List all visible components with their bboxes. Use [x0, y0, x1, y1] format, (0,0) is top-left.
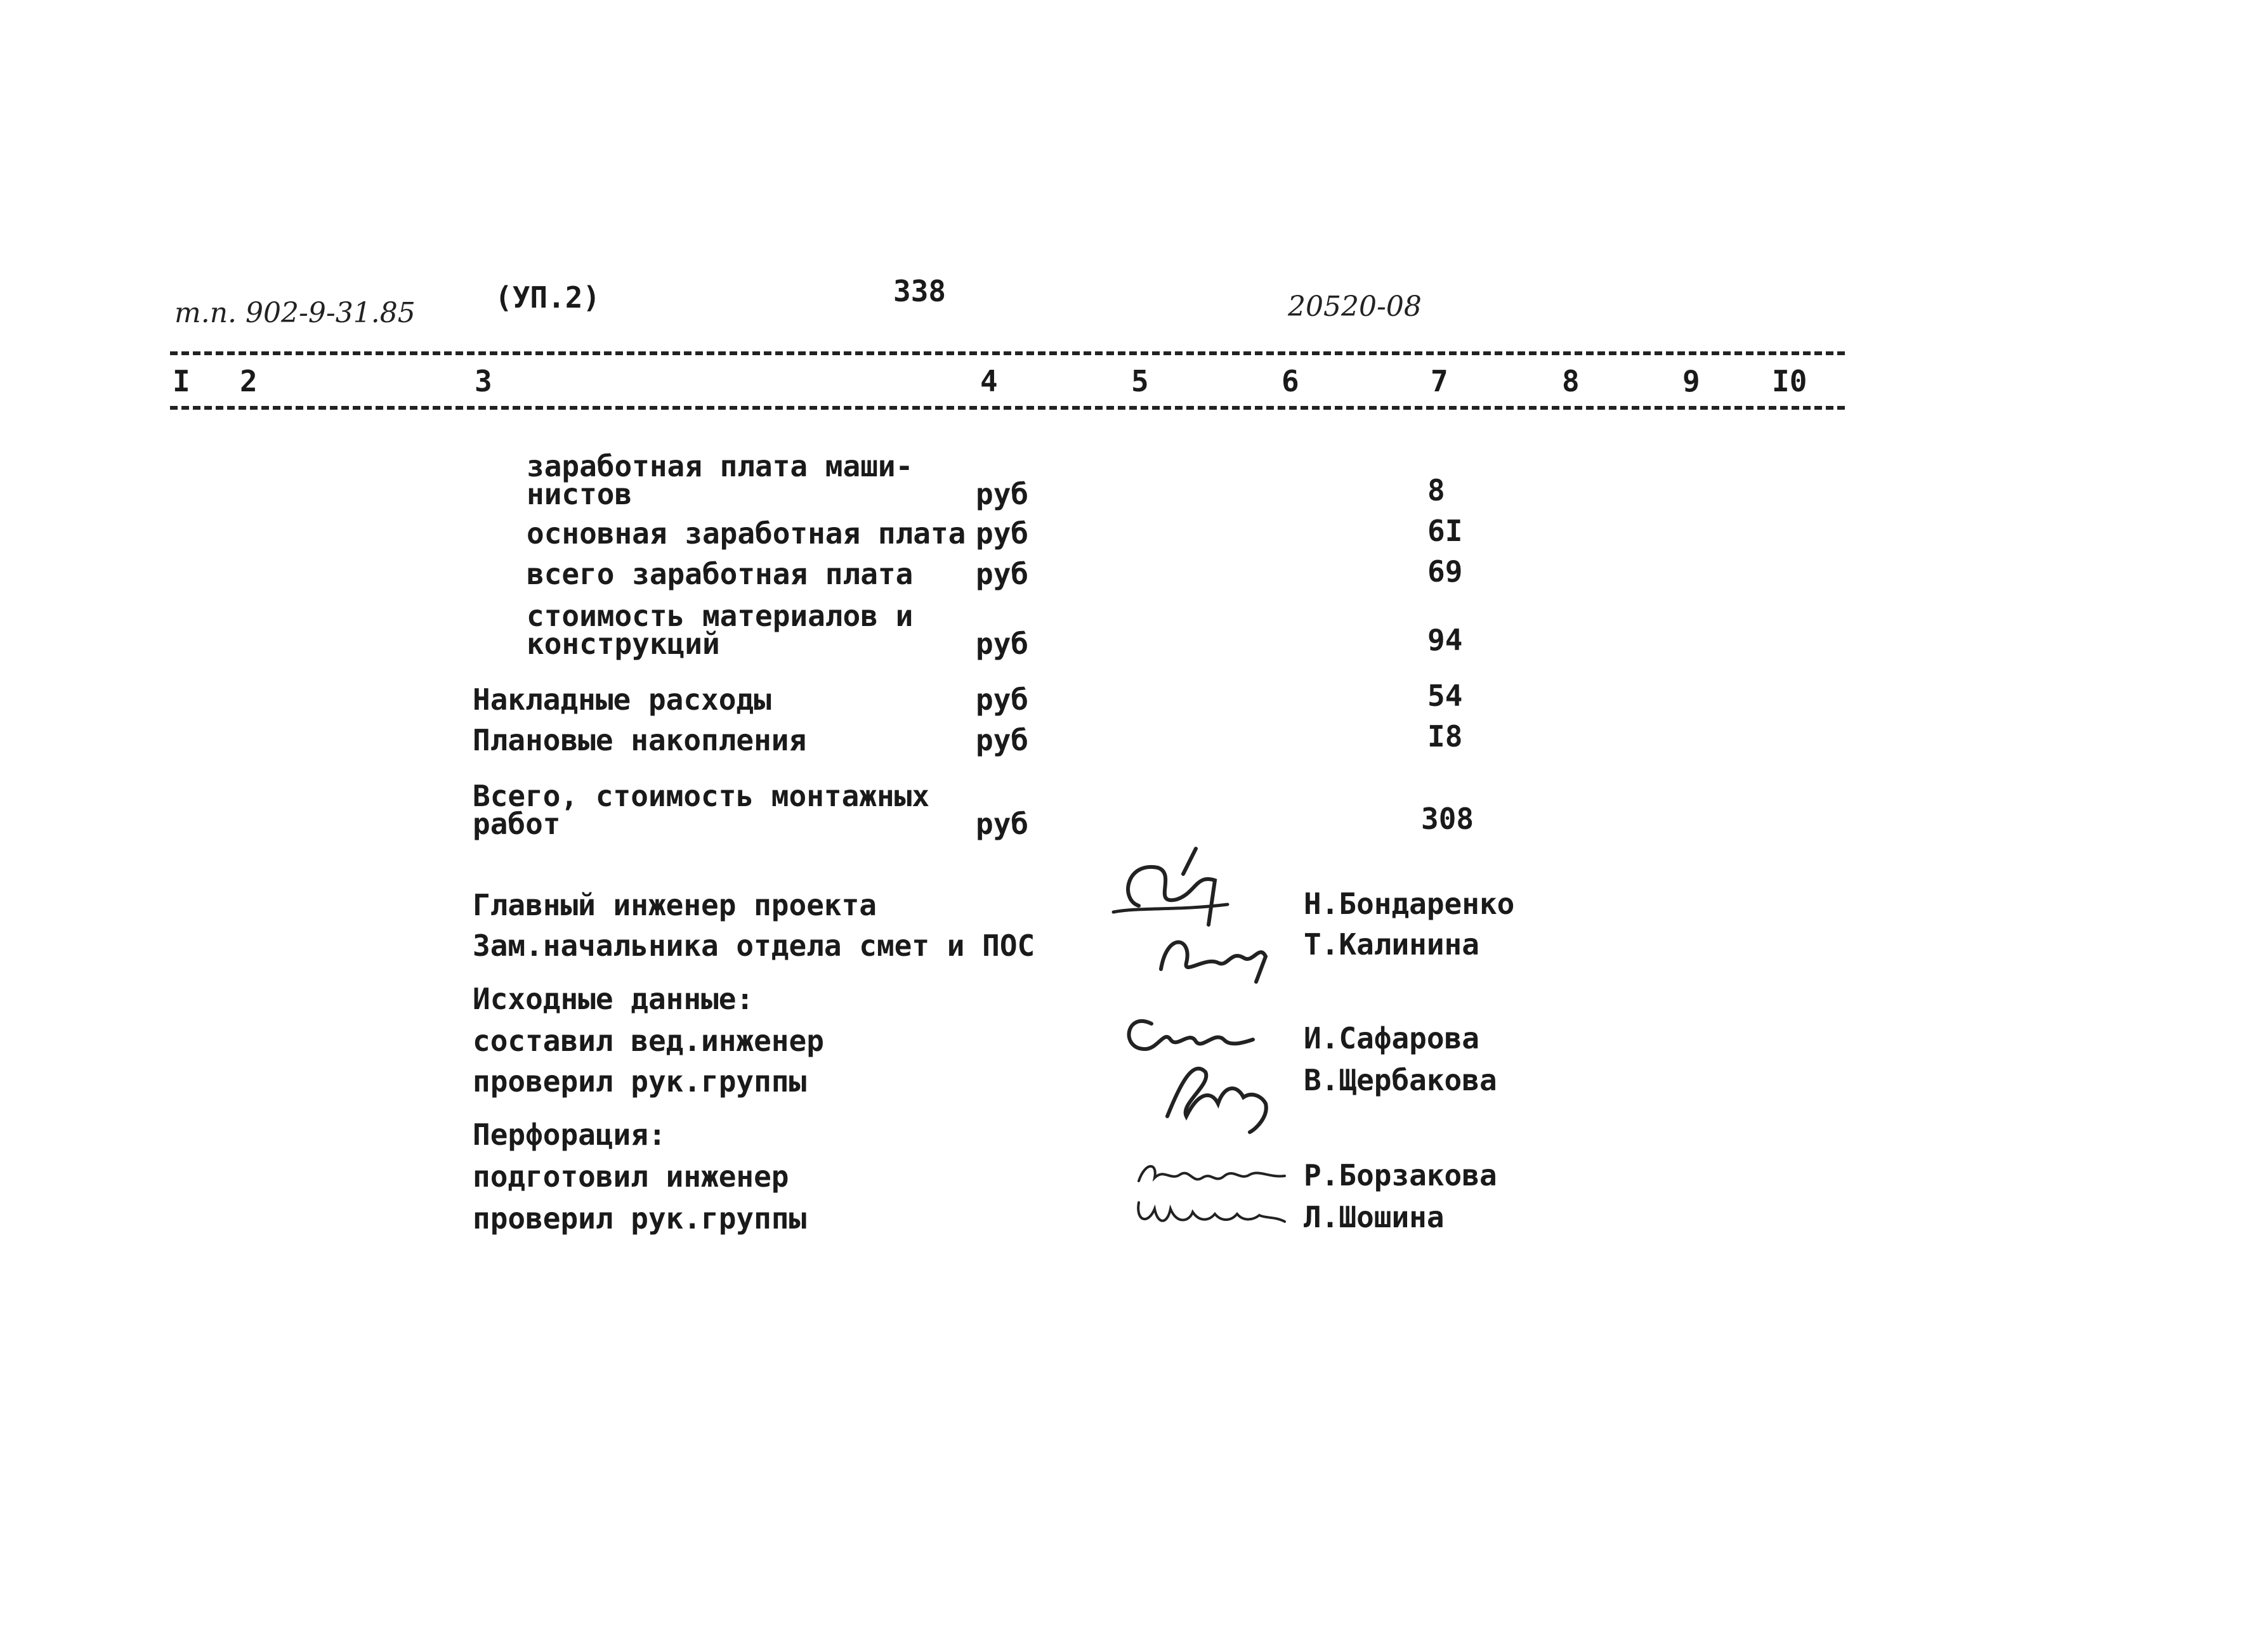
chief-engineer-role: Главный инженер проекта [473, 888, 877, 922]
row-unit: руб [976, 516, 1029, 551]
row-unit: руб [976, 557, 1029, 591]
prepared-role: подготовил инженер [473, 1159, 789, 1194]
row-label-cont: нистов [527, 477, 633, 511]
row-label: заработная плата маши- [527, 449, 914, 483]
row-label: Плановые накопления [473, 723, 807, 757]
row-label: всего заработная плата [527, 557, 914, 591]
column-header-2: 2 [240, 364, 258, 398]
row-label-cont: конструкций [527, 627, 720, 661]
header-bottom-rule [170, 406, 1845, 410]
signature-scribble [1148, 918, 1275, 988]
perforation-title: Перфорация: [473, 1118, 666, 1152]
row-value: 8 [1427, 473, 1445, 507]
row-value: 308 [1421, 802, 1474, 836]
signature-scribble [1129, 1190, 1288, 1234]
page-number: 338 [893, 274, 947, 308]
row-label: Накладные расходы [473, 682, 771, 717]
checked1-role: проверил рук.группы [473, 1064, 807, 1099]
column-header-6: 6 [1281, 364, 1299, 398]
row-label: Всего, стоимость монтажных [473, 779, 930, 813]
header-top-rule [170, 351, 1845, 355]
prepared-name: Р.Борзакова [1304, 1158, 1497, 1192]
checked2-role: проверил рук.группы [473, 1201, 807, 1236]
doc-code: т.п. 902-9-31.85 [174, 297, 416, 329]
row-unit: руб [976, 807, 1029, 841]
checked1-name: В.Щербакова [1304, 1063, 1497, 1097]
row-value: 6I [1427, 514, 1463, 548]
row-value: I8 [1427, 719, 1463, 753]
signature-scribble [1142, 1047, 1281, 1135]
column-header-4: 4 [980, 364, 998, 398]
row-value: 54 [1427, 679, 1463, 713]
signature-scribble [1132, 1149, 1291, 1194]
row-unit: руб [976, 627, 1029, 661]
row-value: 69 [1427, 554, 1463, 589]
column-header-8: 8 [1562, 364, 1580, 398]
column-header-7: 7 [1431, 364, 1448, 398]
chief-engineer-name: Н.Бондаренко [1304, 887, 1515, 921]
row-label: стоимость материалов и [527, 599, 914, 633]
row-value: 94 [1427, 623, 1463, 657]
column-header-10: I0 [1772, 364, 1807, 398]
row-unit: руб [976, 477, 1029, 511]
row-label-cont: работ [473, 807, 561, 841]
column-header-1: I [173, 364, 190, 398]
inventory-code: 20520-08 [1288, 290, 1422, 323]
row-unit: руб [976, 723, 1029, 757]
deputy-head-role: Зам.начальника отдела смет и ПОС [473, 929, 1035, 963]
source-data-title: Исходные данные: [473, 982, 754, 1016]
deputy-head-name: Т.Калинина [1304, 927, 1479, 962]
row-unit: руб [976, 682, 1029, 717]
row-label: основная заработная плата [527, 516, 966, 551]
checked2-name: Л.Шошина [1304, 1200, 1445, 1234]
column-header-3: 3 [475, 364, 492, 398]
column-header-9: 9 [1682, 364, 1700, 398]
section-code: (УП.2) [495, 280, 601, 315]
compiled-role: составил вед.инженер [473, 1024, 824, 1058]
column-header-5: 5 [1131, 364, 1149, 398]
compiled-name: И.Сафарова [1304, 1021, 1479, 1055]
